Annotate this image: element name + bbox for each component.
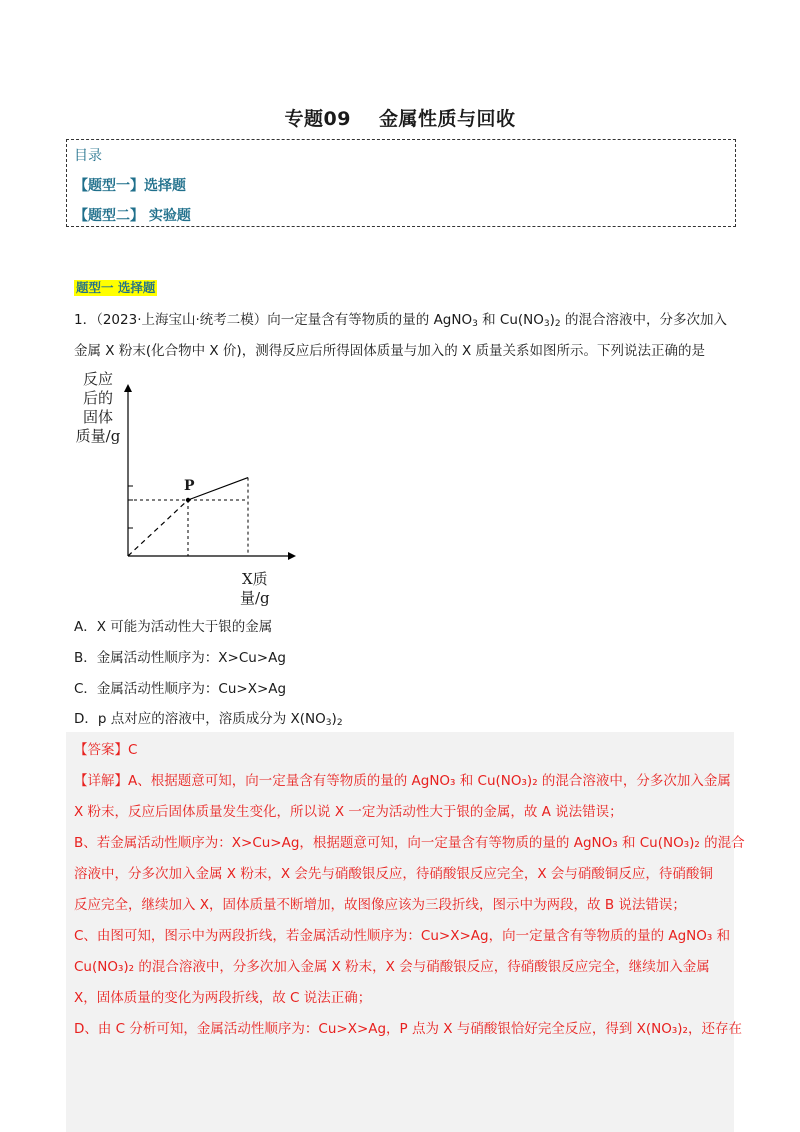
explanation-line: D、由 C 分析可知，金属活动性顺序为：Cu>X>Ag，P 点为 X 与硝酸银恰好完全反应，得到 X(NO₃)₂，还存在 [74, 1021, 742, 1037]
question-text-part: 的混合溶液中，分多次加入 [560, 312, 727, 328]
chart-xlabel: X质量/g [240, 570, 270, 607]
title-topic-number: 专题09 [284, 108, 351, 130]
explanation-line: X，固体质量的变化为两段折线，故 C 说法正确； [74, 990, 372, 1006]
point-p [186, 498, 190, 502]
explanation-line: 溶液中，分多次加入金属 X 粉末，X 会先与硝酸银反应，待硝酸银反应完全，X 会与硝酸铜反应，待硝酸铜 [74, 866, 713, 882]
page-title [0, 104, 800, 131]
option-c[interactable]: C．金属活动性顺序为：Cu>X>Ag [74, 681, 287, 697]
ylabel-line: 后的 [82, 389, 113, 407]
explanation-line: C、由图可知，图示中为两段折线，若金属活动性顺序为：Cu>X>Ag，向一定量含有等物质的量的 AgNO₃ 和 [74, 928, 731, 944]
ylabel-line: 固体 [82, 408, 113, 426]
answer-label: 【答案】C [74, 742, 138, 758]
explanation-line: B、若金属活动性顺序为：X>Cu>Ag，根据题意可知，向一定量含有等物质的量的 AgNO₃ 和 Cu(NO₃)₂ 的混合 [74, 835, 745, 851]
explanation-line: 反应完全，继续加入 X，固体质量不断增加，故图像应该为三段折线，图示中为两段，故 B 说法错误； [74, 897, 686, 913]
chart-svg [70, 362, 330, 602]
question-text-part: 和 Cu(NO [477, 312, 544, 328]
question-text-part: ) [549, 312, 555, 328]
explanation-line: X 粉末，反应后固体质量发生变化，所以说 X 一定为活动性大于银的金属，故 A 说法错误； [74, 804, 623, 820]
option-d[interactable] [74, 707, 343, 728]
ylabel-line: 质量/g [75, 427, 121, 445]
point-p-label: P [184, 478, 195, 494]
section-label: 题型一 选择题 [76, 280, 156, 295]
option-d-text: D．p 点对应的溶液中，溶质成分为 X(NO [74, 711, 326, 727]
y-axis-arrow [124, 384, 132, 392]
subscript: 2 [336, 718, 343, 728]
ylabel-line: 反应 [82, 370, 113, 388]
explanation-line: 【详解】A、根据题意可知，向一定量含有等物质的量的 AgNO₃ 和 Cu(NO₃)₂ 的混合溶液中，分多次加入金属 [74, 773, 731, 789]
option-b[interactable]: B．金属活动性顺序为：X>Cu>Ag [74, 650, 286, 666]
subscript: 3 [472, 319, 478, 329]
option-a[interactable]: A．X 可能为活动性大于银的金属 [74, 619, 273, 635]
question-line-2: 金属 X 粉末(化合物中 X 价)，测得反应后所得固体质量与加入的 X 质量关系如图所示。下列说法正确的是 [74, 343, 706, 359]
toc-heading: 目录 [74, 148, 102, 164]
dashed-segment [128, 500, 188, 556]
subscript: 3 [543, 319, 550, 329]
toc-item-2[interactable]: 【题型二】 实验题 [74, 208, 191, 224]
subscript: 2 [554, 319, 561, 329]
option-d-text: ) [331, 711, 337, 727]
x-axis-arrow [288, 552, 296, 560]
subscript: 3 [325, 718, 332, 728]
question-line-1 [74, 310, 727, 334]
toc-item-1[interactable]: 【题型一】选择题 [74, 178, 186, 194]
title-topic-name: 金属性质与回收 [378, 108, 516, 130]
explanation-line: Cu(NO₃)₂ 的混合溶液中，分多次加入金属 X 粉末，X 会与硝酸银反应，待硝酸银反应完全，继续加入金属 [74, 959, 710, 975]
question-text-part: 1．（2023·上海宝山·统考二模）向一定量含有等物质的量的 AgNO [74, 312, 473, 328]
solid-segment [188, 478, 248, 500]
